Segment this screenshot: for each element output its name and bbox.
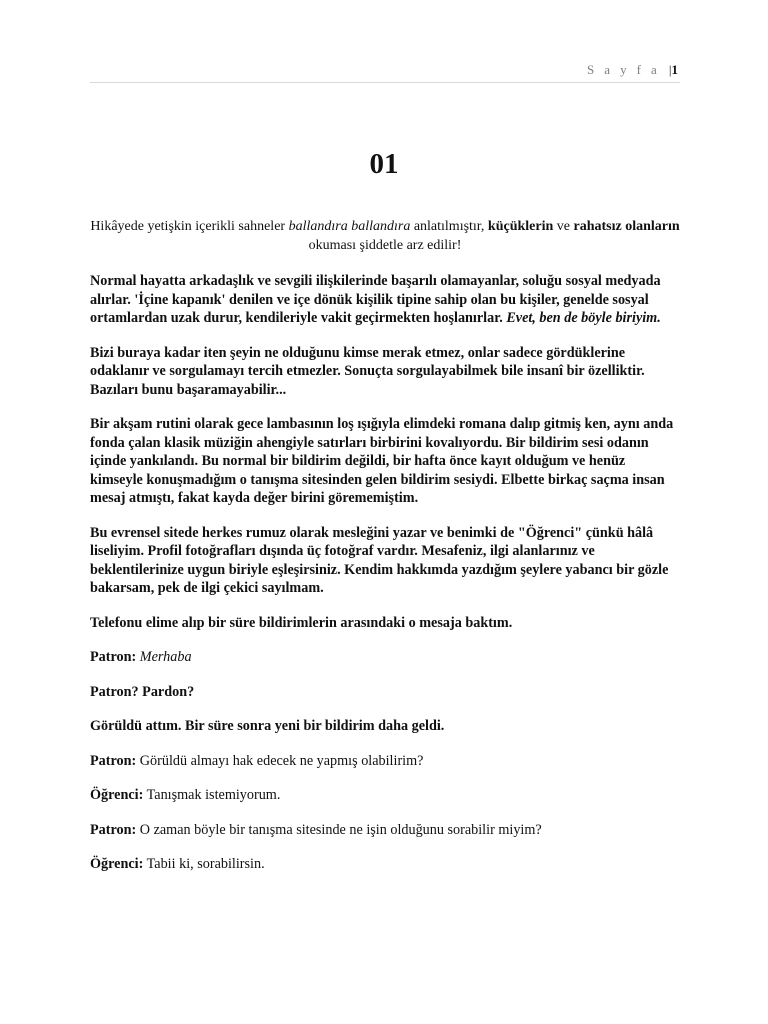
- page-header: [587, 62, 678, 78]
- dialogue-speaker: Patron:: [90, 752, 137, 769]
- dialogue-line-4: [90, 752, 680, 771]
- dialogue-speaker: Patron:: [90, 649, 137, 665]
- paragraph-5: Telefonu elime alıp bir süre bildirimlerin arasındaki o mesaja baktım.: [90, 614, 513, 631]
- dialogue-line-7: [90, 855, 680, 874]
- warning-text-3: ve: [553, 219, 574, 234]
- dialogue-line-2: Patron? Pardon?: [90, 683, 195, 700]
- dialogue-text: Merhaba: [136, 649, 192, 665]
- warning-text-2: anlatılmıştır,: [410, 219, 488, 234]
- warning-bold-2: rahatsız olanların: [573, 219, 680, 234]
- page-number: 1: [671, 62, 678, 77]
- paragraph-1-italic: Evet, ben de böyle biriyim.: [506, 310, 661, 326]
- dialogue-speaker: Patron:: [90, 821, 137, 838]
- paragraph-1: [90, 272, 680, 328]
- paragraph-4: Bu evrensel sitede herkes rumuz olarak mesleğini yazar ve benimki de "Öğrenci" çünkü hâlâ liseliyim. Profil fotoğrafları dışında üç fotoğraf vardır. Mesafeniz, ilgi alanlarınız ve beklentilerinize uygun biriyle eşleşirsiniz. Kendim hakkımda yazdığım şeylere yabancı bir gözle bakarsam, pek de ilgi çekici sayılmam.: [90, 524, 669, 596]
- paragraph-3: Bir akşam rutini olarak gece lambasının loş ışığıyla elimdeki romana dalıp gitmiş ken, aynı anda fonda çalan klasik müziğin ahengiyle satırları birbirini kovalıyordu. Bir bildirim sesi odanın içinde yankılandı. Bu normal bir bildirim değildi, bir hafta önce kayıt olduğum ve henüz kimseyle konuşmadığım o tanışma sitesinden gelen bildirim sesiydi. Elbette birkaç saçma insan mesaj atmıştı, fakat kayda değer birini görememiştim.: [90, 416, 674, 506]
- dialogue-line-5: [90, 786, 680, 805]
- warning-italic: ballandıra ballandıra: [288, 219, 411, 234]
- dialogue-speaker: Öğrenci:: [90, 787, 144, 803]
- content-warning: [90, 218, 680, 255]
- page-label: S a y f a: [587, 62, 661, 77]
- dialogue-text: Görüldü almayı hak edecek ne yapmış olabilirim?: [136, 752, 424, 769]
- dialogue-text: Tanışmak istemiyorum.: [143, 787, 281, 803]
- dialogue-text: O zaman böyle bir tanışma sitesinde ne işin olduğunu sorabilir miyim?: [136, 821, 542, 838]
- page-body: [90, 218, 680, 890]
- warning-text-4: okuması şiddetle arz edilir!: [308, 237, 462, 253]
- dialogue-speaker: Öğrenci:: [90, 856, 144, 872]
- dialogue-text: Tabii ki, sorabilirsin.: [143, 856, 265, 872]
- paragraph-1-text: Normal hayatta arkadaşlık ve sevgili ilişkilerinde başarılı olamayanlar, soluğu sosyal medyada alırlar. 'İçine kapanık' denilen ve içe dönük kişilik tipine sahip olan bu kişiler, genelde sosyal ortamlardan uzak durur, kendileriyle vakit geçirmekten hoşlanırlar.: [90, 273, 661, 326]
- chapter-title: 01: [369, 148, 399, 180]
- warning-text-1: Hikâyede yetişkin içerikli sahneler: [90, 219, 289, 234]
- dialogue-line-3: Görüldü attım. Bir süre sonra yeni bir bildirim daha geldi.: [90, 718, 445, 734]
- warning-bold-1: küçüklerin: [487, 219, 554, 234]
- header-rule: [90, 82, 680, 83]
- page-separator: |: [668, 62, 672, 77]
- dialogue-line-1: [90, 648, 680, 667]
- dialogue-line-6: [90, 821, 680, 840]
- paragraph-2: Bizi buraya kadar iten şeyin ne olduğunu kimse merak etmez, onlar sadece gördüklerine odaklanır ve sorgulamayı tercih etmezler. Sonuçta sorgulayabilmek bile insanî bir özelliktir. Bazıları bunu başaramayabilir...: [90, 344, 645, 398]
